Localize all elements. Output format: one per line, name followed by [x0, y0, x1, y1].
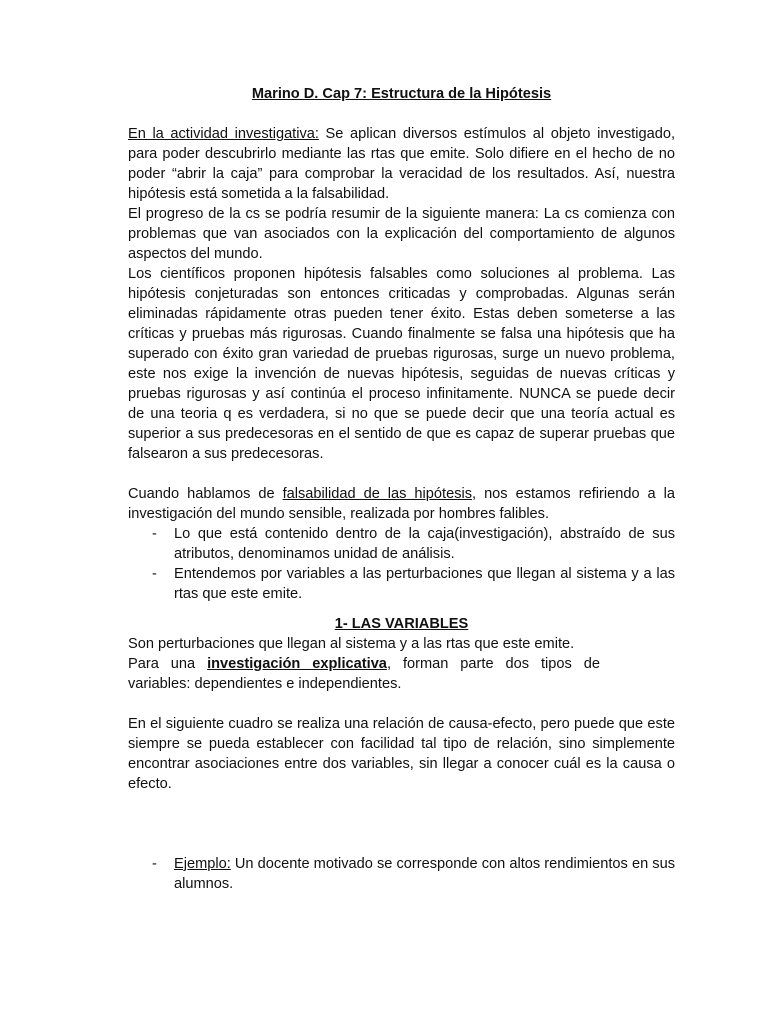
bold-term-explanatory-research: investigación explicativa: [207, 656, 387, 672]
paragraph-text: Para una: [128, 656, 208, 672]
list-item-text: Entendemos por variables a las perturbaciones que llegan al sistema y a las rtas que este emite.: [174, 566, 675, 602]
list-item-text: Lo que está contenido dentro de la caja(investigación), abstraído de sus atributos, denominamos unidad de análisis.: [174, 526, 675, 562]
paragraph-cause-effect: En el siguiente cuadro se realiza una relación de causa-efecto, pero puede que este siempre se pueda establecer con facilidad tal tipo de relación, sino simplemente encontrar asociaciones entre dos variables, sin llegar a conocer cuál es la causa o efecto.: [128, 716, 675, 792]
list-item-example: [128, 854, 675, 894]
dash-bullet: -: [152, 526, 157, 542]
document-body: [128, 84, 675, 894]
paragraph-text: forman parte dos tipos de variables: dependientes e independientes.: [128, 656, 600, 692]
bullet-list-definitions: [128, 524, 675, 604]
spacer: [128, 464, 675, 484]
underlined-comma: ,: [386, 656, 391, 672]
document-title: Marino D. Cap 7: Estructura de la Hipótesis: [251, 86, 552, 102]
paragraph-progress-of-science: El progreso de la cs se podría resumir de la siguiente manera: La cs comienza con problemas que van asociados con la explicación del comportamiento de algunos aspectos del mundo.: [128, 206, 675, 262]
lead-term-investigative-activity: En la actividad investigativa:: [128, 126, 319, 142]
example-label: Ejemplo:: [174, 856, 231, 872]
dash-bullet: -: [152, 566, 157, 582]
spacer: [128, 794, 675, 854]
paragraph-text: Se aplican diversos estímulos al objeto investigado, para poder descubrirlo mediante las rtas que emite. Solo difiere en el hecho de no poder “abrir la caja” para comprobar la veracidad de los resultados. Así, nuestra hipótesis está sometida a la falsabilidad.: [128, 126, 675, 202]
paragraph-text: Cuando hablamos de: [128, 486, 283, 502]
paragraph-falsifiable-hypotheses: Los científicos proponen hipótesis falsables como soluciones al problema. Las hipótesis conjeturadas son entonces criticadas y comprobadas. Algunas serán eliminadas rápidamente otras pueden tener éxito. Estas deben someterse a las críticas y pruebas más rigurosas. Cuando finalmente se falsa una hipótesis que ha superado con éxito gran variedad de pruebas rigurosas, surge un nuevo problema, este nos exige la invención de nuevas hipótesis, seguidas de nuevas críticas y pruebas rigurosas y así continúa el proceso infinitamente. NUNCA se puede decir de una teoria q es verdadera, si no que se puede decir que una teoría actual es superior a sus predecesoras en el sentido de que es capaz de superar pruebas que falsearon a sus predecesoras.: [128, 266, 675, 462]
paragraph-investigative-activity: [128, 124, 675, 204]
list-item: [128, 524, 675, 564]
example-text: Un docente motivado se corresponde con altos rendimientos en sus alumnos.: [174, 856, 675, 892]
underlined-term-falsability: falsabilidad de las hipótesis: [282, 486, 473, 502]
spacer: [128, 694, 675, 714]
paragraph-explanatory-research: [128, 654, 600, 694]
paragraph-variables-definition: Son perturbaciones que llegan al sistema y a las rtas que este emite.: [128, 636, 575, 652]
dash-bullet: -: [152, 856, 157, 872]
paragraph-falsability: [128, 484, 675, 524]
list-item: [128, 564, 675, 604]
section-heading-variables: 1- LAS VARIABLES: [334, 616, 469, 632]
bullet-list-example: [128, 854, 675, 894]
paragraph-text: , nos estamos refiriendo a la investigación del mundo sensible, realizada por hombres falibles.: [128, 486, 675, 522]
